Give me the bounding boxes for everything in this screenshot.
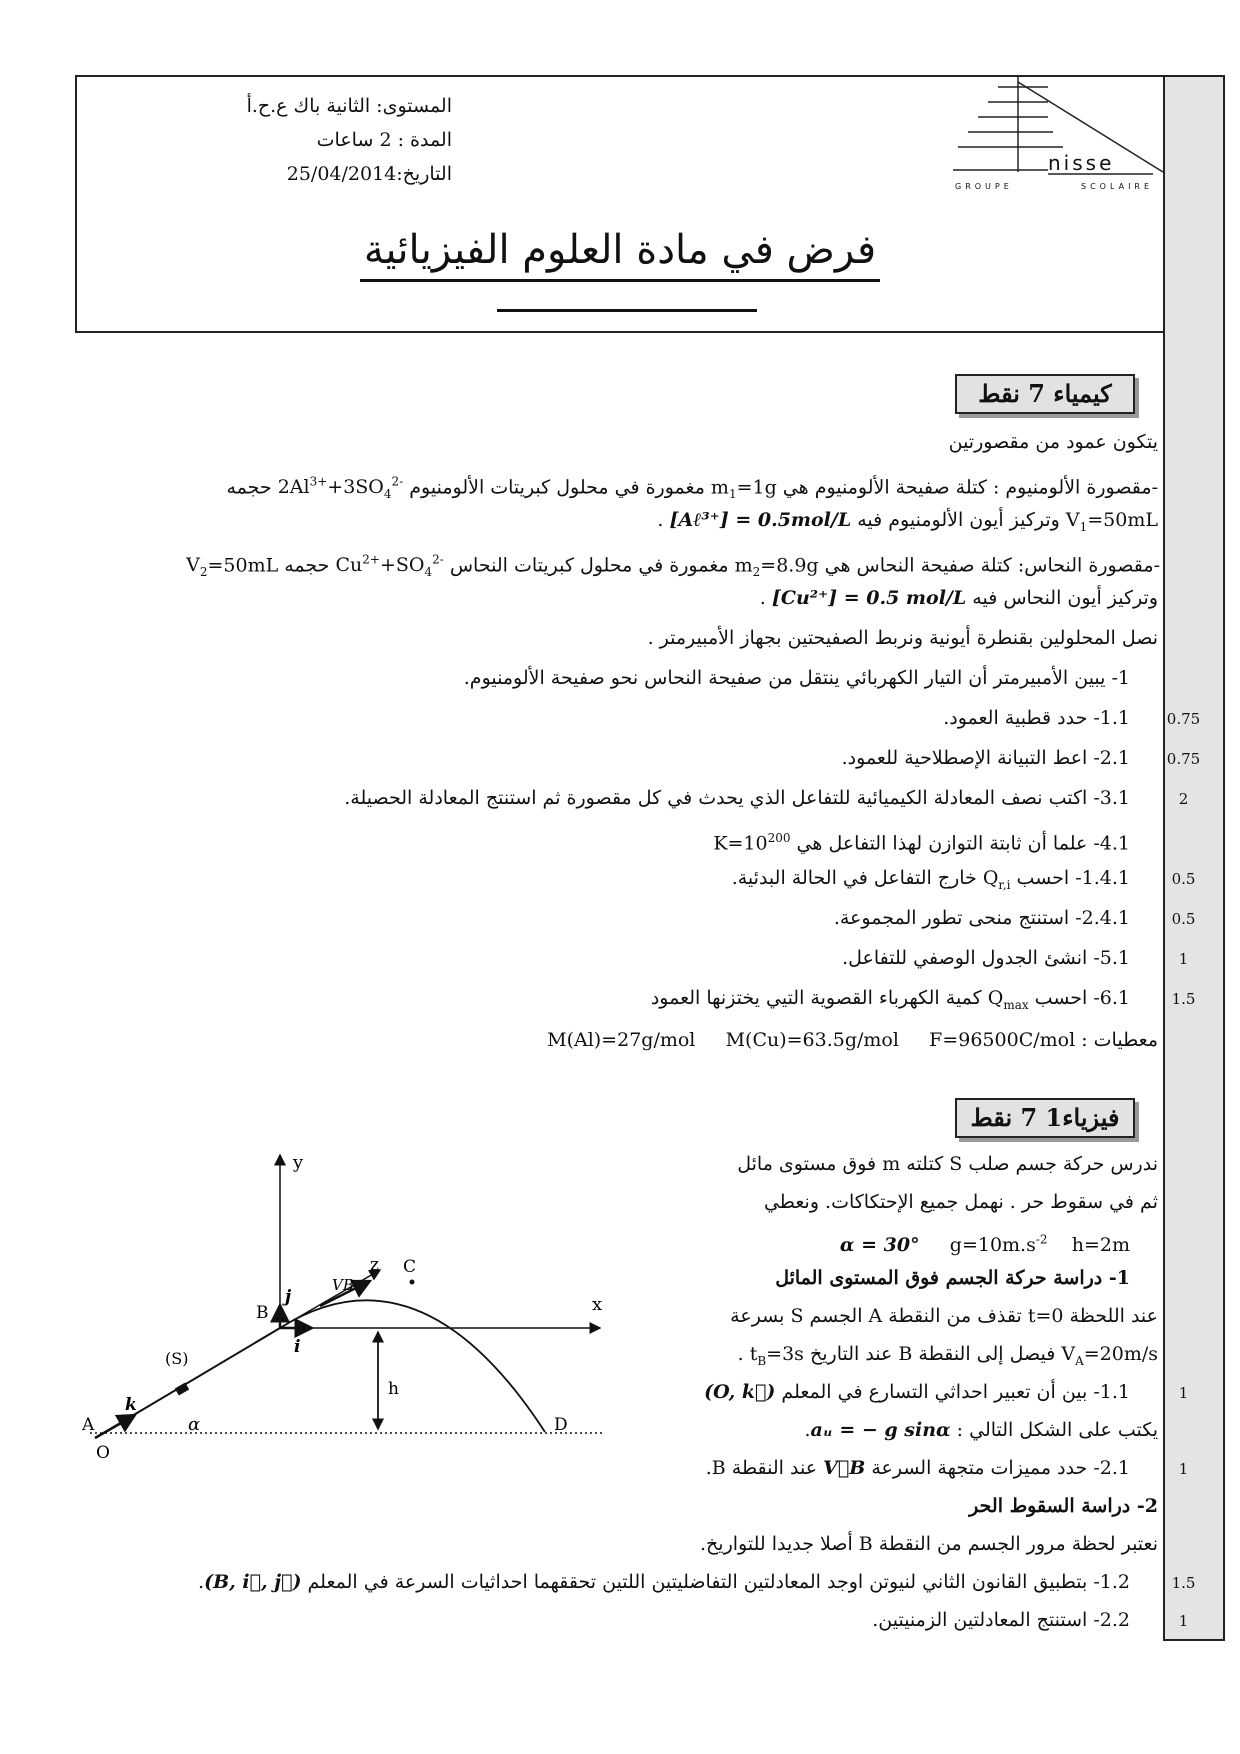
score-chem-1-4-1: 0.5 xyxy=(1163,870,1203,888)
label-z: z xyxy=(370,1255,379,1275)
chem-question-2-1: 2.1- اعط التبيانة الإصطلاحية للعمود. xyxy=(841,747,1130,769)
phys-line-2: ثم في سقوط حر . نهمل جميع الإحتكاكات. ونعطي xyxy=(763,1191,1158,1213)
score-chem-1-1: 0.75 xyxy=(1163,710,1203,728)
chem-question-1-1: 1.1- حدد قطبية العمود. xyxy=(943,707,1130,729)
phys-part-1-title: 1- دراسة حركة الجسم فوق المستوى المائل xyxy=(775,1267,1130,1289)
physics-heading: فيزياء1 7 نقط xyxy=(955,1098,1135,1138)
label-b: B xyxy=(256,1303,269,1323)
exam-header xyxy=(75,75,1165,333)
chem-question-2-4-1: 2.4.1- استنتج منحى تطور المجموعة. xyxy=(833,907,1130,929)
score-chem-2-4-1: 0.5 xyxy=(1163,910,1203,928)
chem-line-4: -مقصورة النحاس: كتلة صفيحة النحاس هي $m_2=8.9g$ مغمورة في محلول كبريتات النحاس $Cu^{2+}+SO_4^{2-}$ حجمه $V_2=50mL$ xyxy=(186,553,1160,580)
chem-line-2: -مقصورة الألومنيوم : كتلة صفيحة الألومنيوم هي $m_1=1g$ مغمورة في محلول كبريتات الألومنيوم $2Al^{3+}+3SO_4^{2-}$ حجمه xyxy=(226,475,1158,502)
trajectory-curve xyxy=(280,1300,545,1432)
chem-line-5: وتركيز أيون النحاس فيه [Cu²⁺] = 0.5 mol/L . xyxy=(759,587,1158,609)
chem-given-data: معطيات : M(Al)=27g/mol M(Cu)=63.5g/mol F=96500C/mol xyxy=(547,1029,1158,1051)
phys-question-2-2: 2.2- استنتج المعادلتين الزمنيتين. xyxy=(872,1609,1130,1631)
phys-part-2-title: 2- دراسة السقوط الحر xyxy=(969,1495,1158,1517)
label-s: (S) xyxy=(165,1349,189,1368)
label-k: k xyxy=(125,1395,137,1415)
label-alpha: α xyxy=(188,1414,201,1435)
exam-meta xyxy=(122,89,452,191)
label-o: O xyxy=(96,1443,110,1460)
label-h: h xyxy=(388,1379,399,1399)
chem-line-6: نصل المحلولين بقنطرة أيونية ونربط الصفيحتين بجهاز الأمبيرمتر . xyxy=(647,627,1158,649)
block-s xyxy=(175,1383,189,1396)
k-vector xyxy=(95,1415,135,1438)
chem-line-7: 1- يبين الأمبيرمتر أن التيار الكهربائي ينتقل من صفيحة النحاس نحو صفيحة الألومنيوم. xyxy=(463,667,1130,689)
label-x: x xyxy=(592,1294,603,1315)
score-chem-5-1: 1 xyxy=(1163,950,1203,968)
inclined-plane-figure xyxy=(80,1140,680,1460)
school-logo-icon xyxy=(953,77,1163,192)
duration-text: المدة : 2 ساعات xyxy=(316,129,452,151)
chem-question-5-1: 5.1- انشئ الجدول الوصفي للتفاعل. xyxy=(842,947,1130,969)
logo-sub-left: GROUPE xyxy=(955,182,1013,191)
logo-sub-right: SCOLAIRE xyxy=(1081,182,1154,191)
chem-question-4-1: 4.1- علما أن ثابتة التوازن لهذا التفاعل هي $K=10^{200}$ xyxy=(713,831,1130,855)
label-j: j xyxy=(285,1287,292,1307)
label-c: C xyxy=(403,1257,417,1277)
phys-line-6: نعتبر لحظة مرور الجسم من النقطة B أصلا جديدا للتواريخ. xyxy=(699,1533,1158,1555)
score-chem-2-1: 0.75 xyxy=(1163,750,1203,768)
label-a: A xyxy=(82,1415,95,1435)
score-phys-1-2: 1.5 xyxy=(1163,1574,1203,1592)
phys-question-1-1: 1.1- بين أن تعبير احداثي التسارع في المعلم (O, k⃗) xyxy=(704,1381,1130,1403)
right-margin-bar xyxy=(1163,75,1225,1641)
logo-name: nisse xyxy=(1048,151,1115,175)
phys-given-values: α = 30° $g=10m.s^{-2}$ h=2m xyxy=(839,1233,1130,1257)
phys-line-4: $V_A=20m/s$ فيصل إلى النقطة B عند التاريخ $t_B=3s$ . xyxy=(737,1343,1158,1368)
label-d: D xyxy=(554,1415,568,1435)
chemistry-heading: كيمياء 7 نقط xyxy=(955,374,1135,414)
chem-question-6-1: 6.1- احسب $Q_{max}$ كمية الكهرباء القصوية التيي يختزنها العمود xyxy=(650,987,1130,1012)
score-chem-3-1: 2 xyxy=(1163,790,1203,808)
title-underline xyxy=(497,309,757,312)
phys-question-1-2: 1.2- بتطبيق القانون الثاني لنيوتن اوجد المعادلتين التفاضليتين اللتين تحققهما احداثيات السرعة في المعلم (B, i⃗, j⃗). xyxy=(198,1571,1130,1593)
score-phys-1-1: 1 xyxy=(1163,1384,1203,1402)
score-chem-6-1: 1.5 xyxy=(1163,990,1203,1008)
phys-line-3: عند اللحظة t=0 تقذف من النقطة A الجسم S بسرعة xyxy=(730,1305,1158,1327)
phys-line-1: ندرس حركة جسم صلب S كتلته m فوق مستوى مائل xyxy=(737,1153,1158,1175)
label-i: i xyxy=(294,1337,301,1357)
phys-question-2-1: 2.1- حدد مميزات متجهة السرعة V⃗B عند النقطة B. xyxy=(705,1457,1130,1479)
exam-title: فرض في مادة العلوم الفيزيائية xyxy=(77,227,1163,282)
phys-line-5: يكتب على الشكل التالي : aᵤ = − g sinα. xyxy=(804,1419,1158,1441)
level-text: المستوى: الثانية باك ع.ح.أ xyxy=(246,95,452,117)
score-phys-2-2: 1 xyxy=(1163,1612,1203,1630)
chem-question-1-4-1: 1.4.1- احسب $Q_{r,i}$ خارج التفاعل في الحالة البدئية. xyxy=(731,867,1130,892)
date-text: التاريخ:25/04/2014 xyxy=(286,163,452,185)
chem-question-3-1: 3.1- اكتب نصف المعادلة الكيميائية للتفاعل الذي يحدث في كل مقصورة ثم استنتج المعادلة الحصيلة. xyxy=(344,787,1130,809)
label-y: y xyxy=(293,1152,304,1173)
score-phys-2-1: 1 xyxy=(1163,1460,1203,1478)
label-vb: VB xyxy=(332,1276,354,1294)
point-c xyxy=(410,1280,415,1285)
chem-line-3: $V_1=50mL$ وتركيز أيون الألومنيوم فيه [Aℓ³⁺] = 0.5mol/L . xyxy=(657,509,1158,534)
chem-line-1: يتكون عمود من مقصورتين xyxy=(948,431,1158,453)
